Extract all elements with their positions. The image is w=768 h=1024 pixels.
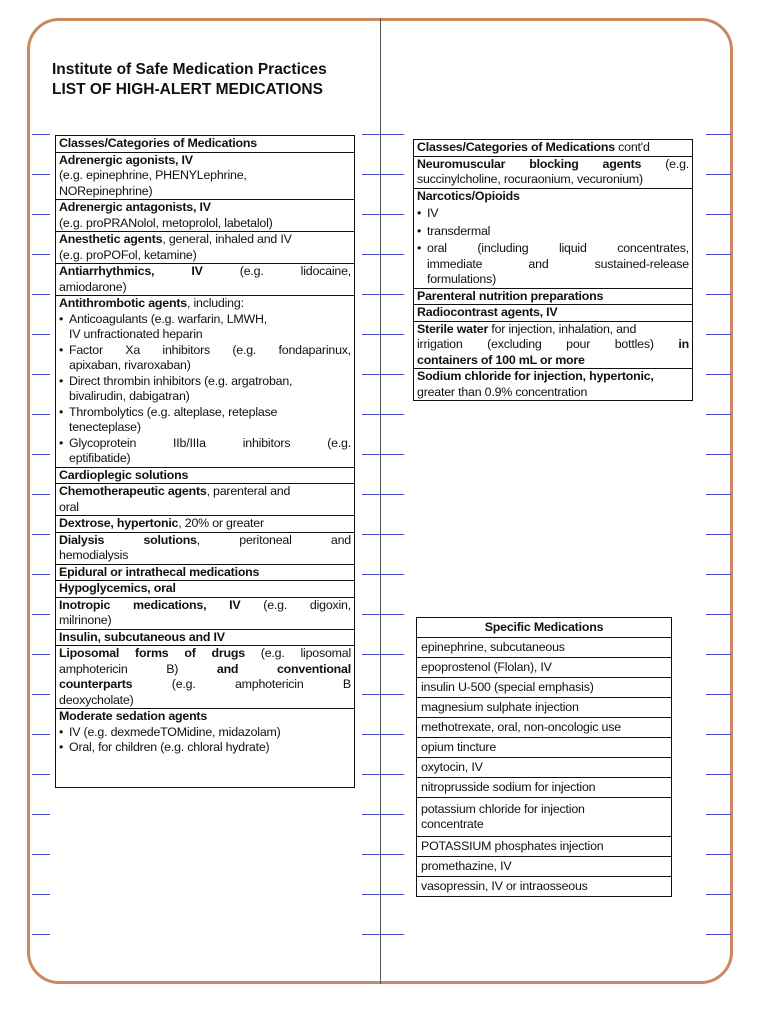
list-item: • Oral, for children (e.g. chloral hydrate) (59, 740, 351, 756)
margin-tick (706, 214, 731, 215)
margin-tick (706, 294, 731, 295)
list-item: • IV (417, 206, 689, 222)
table-row: opium tincture (417, 738, 672, 758)
margin-tick (706, 614, 731, 615)
margin-tick (706, 774, 731, 775)
table-row: Adrenergic antagonists, IV (e.g. proPRANolol, metoprolol, labetalol) (56, 200, 355, 232)
margin-tick (32, 654, 50, 655)
margin-tick (32, 494, 50, 495)
margin-tick (32, 174, 50, 175)
margin-tick (706, 254, 731, 255)
margin-tick (362, 414, 404, 415)
margin-tick (362, 894, 404, 895)
margin-tick (32, 534, 50, 535)
margin-tick (706, 454, 731, 455)
margin-tick (362, 614, 404, 615)
margin-tick (362, 214, 404, 215)
table-row: Dextrose, hypertonic, 20% or greater (56, 516, 355, 533)
margin-tick (362, 574, 404, 575)
margin-tick (32, 854, 50, 855)
margin-tick (362, 334, 404, 335)
margin-tick (706, 534, 731, 535)
margin-tick (362, 174, 404, 175)
table-row: Sodium chloride for injection, hypertonic, greater than 0.9% concentration (414, 369, 693, 401)
margin-tick (32, 934, 50, 935)
margin-tick (32, 694, 50, 695)
margin-tick (362, 854, 404, 855)
margin-tick (706, 174, 731, 175)
list-item: • transdermal (417, 224, 689, 240)
table-row: Moderate sedation agents • IV (e.g. dexmedeTOMidine, midazolam) • Oral, for children (e.g. chloral hydrate) (56, 709, 355, 788)
margin-tick (362, 734, 404, 735)
margin-tick (362, 934, 404, 935)
margin-tick (362, 814, 404, 815)
margin-tick (706, 734, 731, 735)
margin-tick (362, 694, 404, 695)
table-row: magnesium sulphate injection (417, 698, 672, 718)
binder-spine (380, 18, 381, 984)
margin-tick (32, 574, 50, 575)
margin-tick (32, 134, 50, 135)
margin-tick (32, 414, 50, 415)
margin-tick (706, 574, 731, 575)
margin-tick (32, 774, 50, 775)
table-row: Dialysis solutions, peritoneal and hemodialysis (56, 532, 355, 564)
margin-tick (706, 134, 731, 135)
table-row: methotrexate, oral, non-oncologic use (417, 718, 672, 738)
table-row: POTASSIUM phosphates injection (417, 837, 672, 857)
specific-medications-table (416, 617, 672, 897)
table-row: Hypoglycemics, oral (56, 581, 355, 598)
margin-tick (706, 934, 731, 935)
margin-tick (362, 454, 404, 455)
table-row: vasopressin, IV or intraosseous (417, 877, 672, 897)
margin-tick (32, 334, 50, 335)
table-row: Inotropic medications, IV (e.g. digoxin, milrinone) (56, 597, 355, 629)
margin-tick (706, 654, 731, 655)
table-row: Narcotics/Opioids • IV • transdermal • oral (including liquid concentrates, immediate and sustained-release formulations) (414, 188, 693, 288)
margin-tick (32, 734, 50, 735)
list-item: • oral (including liquid concentrates, immediate and sustained-release formulations) (417, 241, 689, 288)
margin-tick (32, 614, 50, 615)
table-row: Adrenergic agonists, IV (e.g. epinephrine, PHENYLephrine, NORepinephrine) (56, 152, 355, 200)
table-row: nitroprusside sodium for injection (417, 778, 672, 798)
margin-tick (706, 894, 731, 895)
table-row: Antiarrhythmics, IV (e.g. lidocaine, amiodarone) (56, 264, 355, 296)
list-item: • Factor Xa inhibitors (e.g. fondaparinux, apixaban, rivaroxaban) (59, 343, 351, 374)
table-row: potassium chloride for injection concentrate (417, 798, 672, 837)
margin-tick (706, 414, 731, 415)
list-item: • IV (e.g. dexmedeTOMidine, midazolam) (59, 725, 351, 741)
margin-tick (32, 374, 50, 375)
margin-tick (706, 694, 731, 695)
classes-table-left (55, 135, 355, 788)
margin-tick (362, 774, 404, 775)
table-row: Liposomal forms of drugs (e.g. liposomal amphotericin B) and conventional counterparts (e.g. amphotericin B deoxycholate) (56, 646, 355, 709)
table-row: Sterile water for injection, inhalation, and irrigation (excluding pour bottles) in containers of 100 mL or more (414, 321, 693, 369)
list-item: • Direct thrombin inhibitors (e.g. argatroban, bivalirudin, dabigatran) (59, 374, 351, 405)
page-title (52, 60, 327, 100)
list-item: • Thrombolytics (e.g. alteplase, reteplase tenecteplase) (59, 405, 351, 436)
table-row: Chemotherapeutic agents, parenteral and oral (56, 484, 355, 516)
margin-tick (362, 134, 404, 135)
list-item: • Anticoagulants (e.g. warfarin, LMWH, IV unfractionated heparin (59, 312, 351, 343)
table-row: Antithrombotic agents, including: • Anticoagulants (e.g. warfarin, LMWH, IV unfractionated heparin • Factor Xa inhibitors (e.g. fondaparinux, apixaban, rivaroxaban) • Direct thrombin inhibitors (e.g. argatroban, bivalirudin, dabigatran) • Thrombolytics (e.g. alteplase, reteplase tenecteplase) • Glycoprotein IIb/IIIa inhibitors (e.g. eptifibatide) (56, 296, 355, 468)
table-row: Epidural or intrathecal medications (56, 564, 355, 581)
table-row: Radiocontrast agents, IV (414, 305, 693, 322)
margin-tick (32, 254, 50, 255)
table-row: Parenteral nutrition preparations (414, 288, 693, 305)
margin-tick (706, 854, 731, 855)
margin-tick (706, 334, 731, 335)
table-row: Neuromuscular blocking agents (e.g. succinylcholine, rocuraonium, vecuronium) (414, 156, 693, 188)
table-heading: Classes/Categories of Medications cont'd (414, 140, 693, 157)
margin-tick (362, 254, 404, 255)
margin-tick (362, 494, 404, 495)
margin-tick (32, 814, 50, 815)
classes-table-right (413, 139, 693, 401)
margin-tick (362, 294, 404, 295)
table-row: promethazine, IV (417, 857, 672, 877)
margin-tick (362, 654, 404, 655)
list-item: • Glycoprotein IIb/IIIa inhibitors (e.g. eptifibatide) (59, 436, 351, 467)
table-row: epoprostenol (Flolan), IV (417, 658, 672, 678)
margin-tick (362, 374, 404, 375)
table-row: insulin U-500 (special emphasis) (417, 678, 672, 698)
margin-tick (32, 454, 50, 455)
table-heading: Specific Medications (417, 618, 672, 638)
margin-tick (706, 374, 731, 375)
margin-tick (706, 814, 731, 815)
table-row: Cardioplegic solutions (56, 467, 355, 484)
table-row: epinephrine, subcutaneous (417, 638, 672, 658)
table-row: Insulin, subcutaneous and IV (56, 629, 355, 646)
title-line-2: LIST OF HIGH-ALERT MEDICATIONS (52, 81, 323, 98)
table-heading: Classes/Categories of Medications (56, 136, 355, 153)
margin-tick (32, 894, 50, 895)
margin-tick (706, 494, 731, 495)
table-row: Anesthetic agents, general, inhaled and IV (e.g. proPOFol, ketamine) (56, 232, 355, 264)
margin-tick (32, 214, 50, 215)
title-line-1: Institute of Safe Medication Practices (52, 61, 327, 78)
margin-tick (362, 534, 404, 535)
margin-tick (32, 294, 50, 295)
table-row: oxytocin, IV (417, 758, 672, 778)
